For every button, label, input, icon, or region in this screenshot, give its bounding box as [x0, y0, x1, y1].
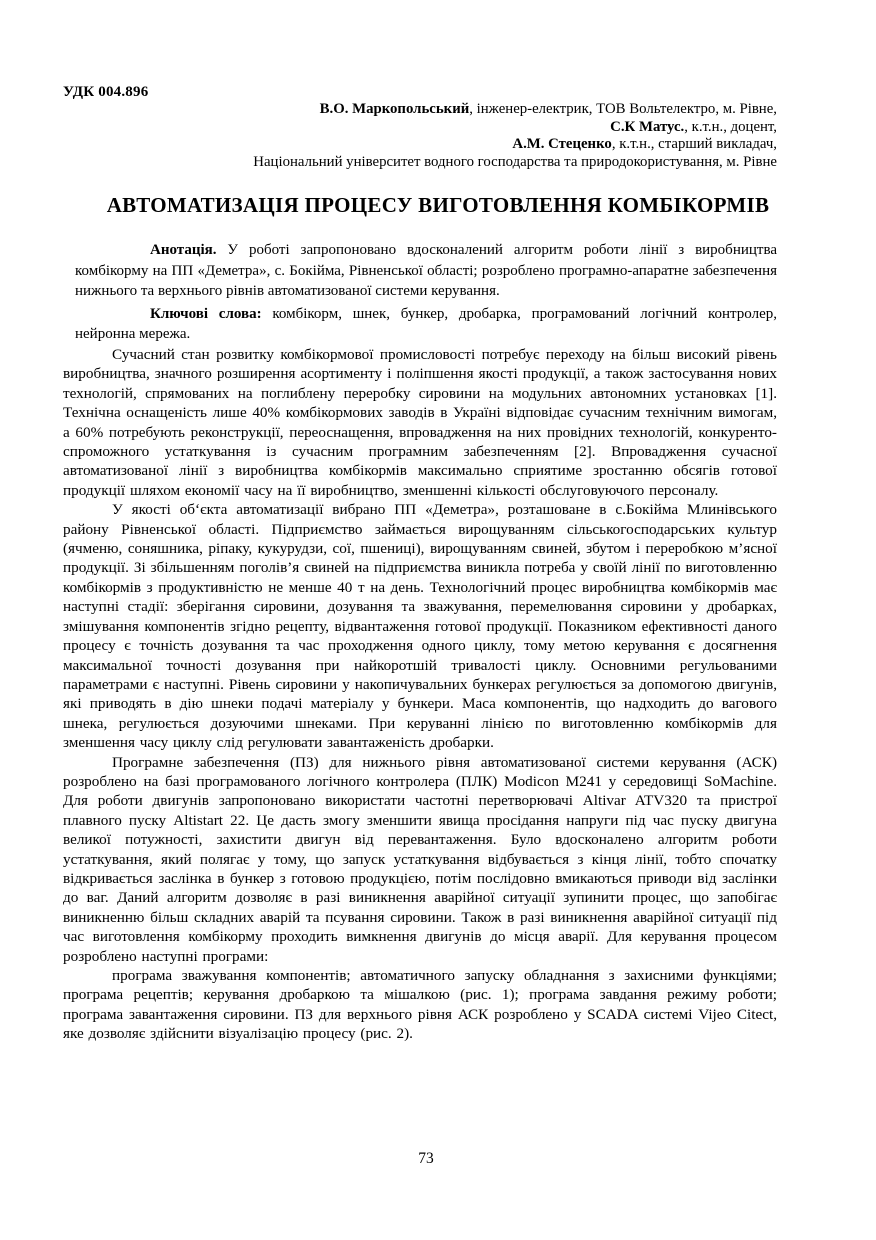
paragraph-4: програма зважування компонентів; автоматичного запуску обладнання з захисними функціями; програма рецептів; керування дробаркою та мішалкою (рис. 1); програма завдання режиму роботи; програма завантаження сировини. ПЗ для верхнього рівня АСК розроблено у SCADA системі Vijeo Citect, яке дозволяє здійснити візуалізацію процесу (рис. 2).	[63, 967, 777, 1043]
author-block	[63, 101, 777, 171]
affiliation-text: Національний університет водного господарства та природокористування, м. Рівне	[253, 153, 777, 170]
page-number: 73	[418, 1150, 434, 1167]
abstract-paragraph	[75, 240, 777, 302]
author-role: , к.т.н., старший викладач,	[611, 136, 777, 153]
paragraph-3: Програмне забезпечення (ПЗ) для нижнього рівня автоматизованої системи керування (АСК) розроблено на базі програмованого логічного контролера (ПЛК) Modicon M241 у середовищі SoMachine. Для роботи двигунів запропоновано використати частотні перетворювачі Altivar ATV320 та пристрої плавного пуску Altistart 22. Це дасть змогу зменшити явища просідання напруги під час пуску двигуна великої потужності, захистити двигун від перевантаження. Було вдосконалено алгоритм роботи устаткування, який полягає у тому, що запуск устаткування відбувається з кінця лінії, тобто спочатку відкривається заслінка в бункер з готовою продукцією, потім послідовно вмикаються приводи від заслінки до ваг. Даний алгоритм дозволяє в разі виникнення аварійної ситуації зупинити процес, що запобігає виникненню більш складних аварій та псування сировини. Також в разі виникнення аварійної ситуації під час виготовлення комбікорму проходить вимкнення двигунів до місця аварії. Для керування процесом розроблено наступні програми:	[63, 753, 777, 965]
keywords-label: Ключові слова:	[150, 305, 262, 322]
paragraph-1: Сучасний стан розвитку комбікормової промисловості потребує переходу на більш високий рівень виробництва, значного розширення асортименту і поліпшення якості продукції, а також застосування нових технологій, спрямованих на поглиблену переробку сировини на модульних автономних установках [1]. Технічна оснащеність лише 40% комбікормових заводів в Україні відповідає сучасним технічним вимогам, а 60% потребують реконструкції, переоснащення, впровадження на них провідних технологій, конкуренто-спроможного устаткування із сучасним програмним забезпеченням [2]. Впровадження сучасної автоматизованої лінії з виробництва комбікормів максимально сприятиме зростанню обсягів готової продукції шляхом економії часу на її виробництво, зменшенні кількості обслуговуючого персоналу.	[63, 346, 777, 499]
author-name: В.О. Маркопольський	[319, 101, 470, 117]
annotation-block	[75, 240, 777, 345]
abstract-text: У роботі запропоновано вдосконалений алгоритм роботи лінії з виробництва комбікорму на ПП «Деметра», с. Бокійма, Рівненської області; розроблено програмно-апаратне забезпечення нижнього та верхнього рівнів автоматизованої системи керування.	[75, 242, 777, 300]
abstract-label: Анотація.	[150, 242, 217, 258]
body-text	[63, 345, 777, 1044]
author-line	[63, 119, 777, 137]
udc-code: УДК 004.896	[63, 84, 149, 100]
author-role: , інженер-електрик, ТОВ Вольтелектро, м. Рівне,	[469, 101, 777, 117]
keywords-text: комбікорм, шнек, бункер, дробарка, програмований логічний контролер, нейронна мережа.	[75, 305, 777, 343]
author-line	[63, 136, 777, 154]
paper-title: АВТОМАТИЗАЦІЯ ПРОЦЕСУ ВИГОТОВЛЕННЯ КОМБІКОРМІВ	[106, 193, 770, 217]
author-name: А.М. Стеценко	[512, 136, 612, 153]
author-role: , к.т.н., доцент,	[684, 118, 777, 135]
author-line	[63, 101, 777, 119]
paragraph-2: У якості об‘єкта автоматизації вибрано ПП «Деметра», розташоване в с.Бокійма Млинівського району Рівненської області. Підприємство займається вирощуванням сільськогосподарських культур (ячменю, соняшника, ріпаку, кукурудзи, сої, пшениці), вирощуванням свиней, збутом і переробкою м’ясної продукції. Зі збільшенням поголів’я свиней на підприємства виникла потреба у своїй лінії по виготовленню комбікормів з продуктивністю не менше 40 т на день. Технологічний процес виробництва комбікормів має наступні стадії: зберігання сировини, дозування та зважування, перемелювання сировини у дробарках, змішування компонентів згідно рецепту, відвантаження готової продукції. Показником ефективності даного процесу є точність дозування та час проходження одного циклу, тому метою керування є досягнення максимальної точності дозування при найкоротшій тривалості циклу. Основними регульованими параметрами є наступні. Рівень сировини у накопичувальних бункерах регулюється за допомогою двигунів, які приводять в дію шнеки подачі матеріалу у бункери. Маса компонентів, що надходить до вагового шнека, регулюється дозуючими шнеками. При керуванні лінією по виготовленню комбікормів для зменшення часу циклу слід регулювати завантаженість дробарки.	[63, 501, 777, 752]
author-name: С.К Матус.	[610, 118, 685, 135]
keywords-paragraph	[75, 304, 777, 345]
affiliation-line	[63, 154, 777, 172]
